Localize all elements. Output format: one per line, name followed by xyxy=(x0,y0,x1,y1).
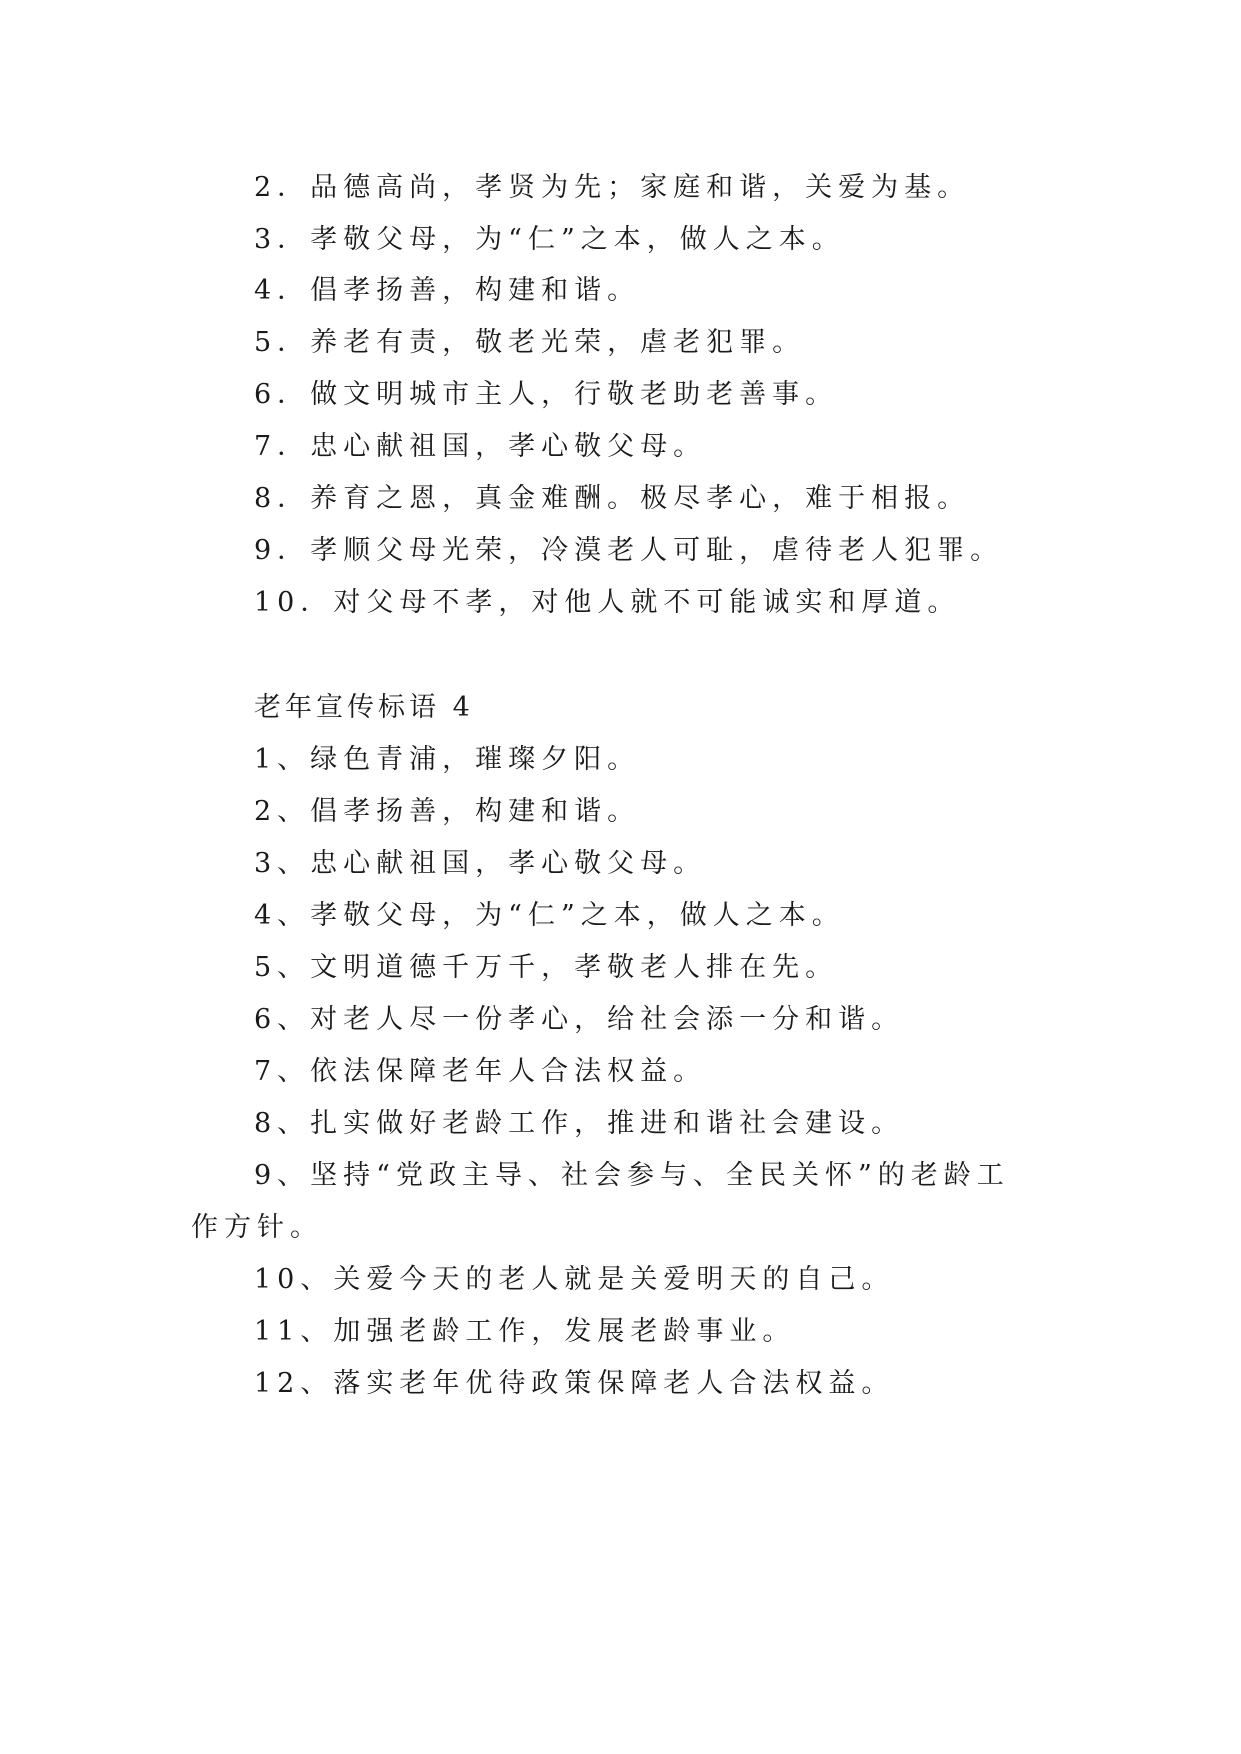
slogan-item: 8、扎实做好老龄工作，推进和谐社会建设。 xyxy=(254,1108,905,1139)
slogan-item: 3、忠心献祖国，孝心敬父母。 xyxy=(254,848,707,879)
slogan-item: 3．孝敬父母，为“仁”之本，做人之本。 xyxy=(254,224,845,255)
section-heading: 老年宣传标语 4 xyxy=(254,692,474,723)
slogan-item: 6、对老人尽一份孝心，给社会添一分和谐。 xyxy=(254,1004,905,1035)
slogan-item: 12、落实老年优待政策保障老人合法权益。 xyxy=(254,1368,895,1399)
slogan-item: 7．忠心献祖国，孝心敬父母。 xyxy=(254,431,707,462)
slogan-item: 6．做文明城市主人，行敬老助老善事。 xyxy=(254,379,839,410)
slogan-item: 2、倡孝扬善，构建和谐。 xyxy=(254,796,641,827)
slogan-item-continuation: 作方针。 xyxy=(191,1212,323,1243)
slogan-item: 4、孝敬父母，为“仁”之本，做人之本。 xyxy=(254,900,845,931)
slogan-item: 1、绿色青浦，璀璨夕阳。 xyxy=(254,744,641,775)
slogan-item: 7、依法保障老年人合法权益。 xyxy=(254,1056,707,1087)
slogan-item: 11、加强老龄工作，发展老龄事业。 xyxy=(254,1316,796,1347)
slogan-item: 5．养老有责，敬老光荣，虐老犯罪。 xyxy=(254,327,806,358)
slogan-item: 4．倡孝扬善，构建和谐。 xyxy=(254,275,641,306)
slogan-item: 5、文明道德千万千，孝敬老人排在先。 xyxy=(254,952,839,983)
slogan-item: 10、关爱今天的老人就是关爱明天的自己。 xyxy=(254,1264,895,1295)
slogan-item: 8．养育之恩，真金难酬。极尽孝心，难于相报。 xyxy=(254,483,971,514)
slogan-item: 9．孝顺父母光荣，冷漠老人可耻，虐待老人犯罪。 xyxy=(254,535,1004,566)
slogan-item: 2．品德高尚，孝贤为先；家庭和谐，关爱为基。 xyxy=(254,172,971,203)
slogan-item: 9、坚持“党政主导、社会参与、全民关怀”的老龄工 xyxy=(254,1160,1010,1191)
slogan-item: 10．对父母不孝，对他人就不可能诚实和厚道。 xyxy=(254,587,961,618)
